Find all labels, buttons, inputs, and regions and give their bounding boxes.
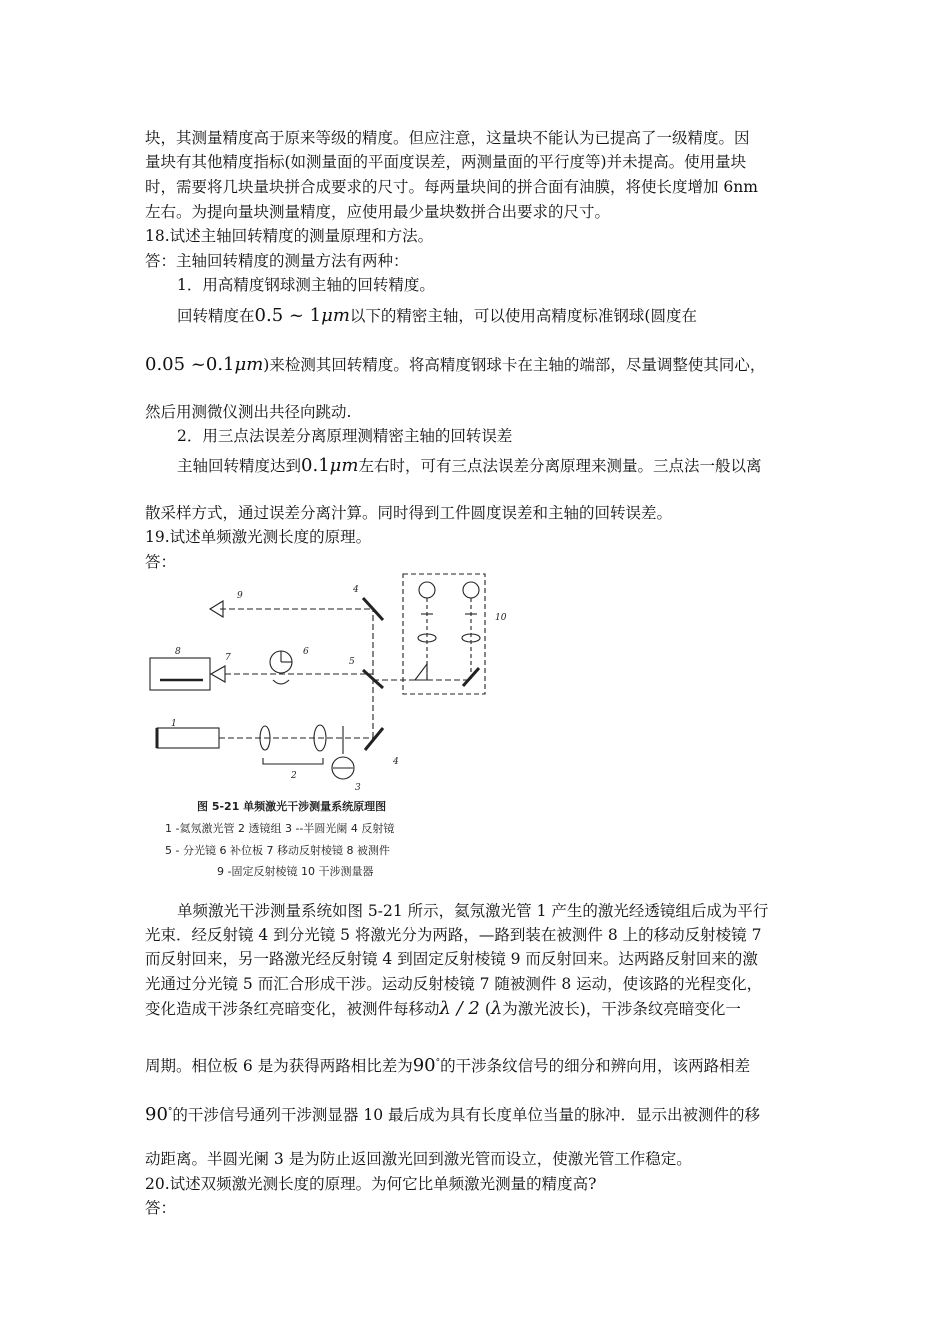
answer-18-item-2: 2．用三点法误差分离原理测精密主轴的回转误差: [177, 427, 513, 445]
text-span: 周期。相位板 6 是为获得两路相比差为: [145, 1057, 413, 1076]
answer-18-item-1: 1．用高精度钢球测主轴的回转精度。: [177, 276, 435, 294]
text-span: 为激光波长)，干涉条纹亮暗变化一: [502, 1000, 741, 1018]
label-2: 2: [291, 771, 297, 781]
text-span: (: [479, 1000, 491, 1018]
text-span: 左右时，可有三点法误差分离原理来测量。三点法一般以离: [358, 457, 762, 475]
math-unit: μm: [234, 354, 264, 375]
label-5: 5: [349, 657, 355, 667]
answer-18: 答：主轴回转精度的测量方法有两种：: [145, 252, 409, 270]
paragraph-line: [177, 305, 697, 327]
paragraph-line: 量块有其他精度指标(如测量面的平面度误差，两测量面的平行度等)并未提高。使用量块: [145, 153, 747, 171]
label-6: 6: [303, 647, 309, 657]
figure-legend-line: 9 -固定反射棱镜 10 干涉测量器: [217, 865, 374, 878]
text-span: 主轴回转精度达到: [177, 457, 302, 475]
math-expression: 0.1: [301, 455, 330, 476]
paragraph-line: 时，需要将几块量块拼合成要求的尺寸。每两量块间的拼合面有油膜，将使长度增加 6nm: [145, 178, 758, 196]
text-span: 回转精度在: [177, 307, 255, 325]
text-span: 的干涉条纹信号的细分和辨向用，该两路相差: [440, 1057, 751, 1076]
paragraph-line: 散采样方式，通过误差分离汁算。同时得到工件圆度误差和主轴的回转误差。: [145, 504, 673, 522]
answer-20: 答：: [145, 1199, 177, 1217]
paragraph-line: 90°的干涉信号通列干涉测显器 10 最后成为具有长度单位当量的脉冲．显示出被测件的移: [145, 1104, 760, 1126]
math-expression: 90: [145, 1104, 168, 1126]
label-4-lower: 4: [393, 757, 399, 767]
label-7: 7: [225, 653, 231, 663]
paragraph-line: [177, 455, 761, 477]
label-1: 1: [171, 719, 177, 729]
figure-legend-line: 1 -氦氖激光管 2 透镜组 3 --半圆光阑 4 反射镜: [165, 822, 395, 835]
paragraph-line: [145, 354, 765, 376]
paragraph-line: 光束．经反射镜 4 到分光镜 5 将激光分为两路，—路到装在被测件 8 上的移动反射棱镜 7: [145, 926, 762, 944]
paragraph-line: 周期。相位板 6 是为获得两路相比差为90°的干涉条纹信号的细分和辨向用，该两路相差: [145, 1055, 751, 1077]
answer-19: 答：: [145, 553, 177, 571]
measured-part: [150, 658, 210, 690]
interferometer-diagram: [145, 568, 525, 888]
paragraph-line: [145, 998, 741, 1020]
paragraph-line: 块，其测量精度高于原来等级的精度。但应注意，这量块不能认为已提高了一级精度。因: [145, 129, 750, 147]
question-18: 18.试述主轴回转精度的测量原理和方法。: [145, 227, 434, 245]
text-span: 以下的精密主轴，可以使用高精度标准钢球(圆度在: [349, 307, 697, 325]
figure-legend-line: 5 - 分光镜 6 补位板 7 移动反射棱镜 8 被测件: [165, 844, 390, 857]
paragraph-line: 左右。为提向量块测量精度，应使用最少量块数拼合出要求的尺寸。: [145, 203, 611, 221]
math-unit: μm: [329, 455, 359, 476]
math-unit: μm: [321, 305, 350, 326]
paragraph-line: 然后用测微仪测出共径向跳动.: [145, 403, 352, 421]
label-3: 3: [355, 783, 361, 793]
math-expression: 0.5 ~ 1: [254, 305, 322, 326]
paragraph-line: 光通过分光镜 5 而汇合形成干涉。运动反射棱镜 7 随被测件 8 运动，使该路的光程变化，: [145, 975, 763, 993]
text-span: 的干涉信号通列干涉测显器 10 最后成为具有长度单位当量的脉冲．显示出被测件的移: [172, 1106, 760, 1125]
label-10: 10: [495, 613, 507, 623]
paragraph-line: 单频激光干涉测量系统如图 5-21 所示，氦氖激光管 1 产生的激光经透镜组后成为平行: [177, 902, 769, 920]
math-expression: λ / 2: [439, 998, 480, 1019]
math-expression: 90: [412, 1055, 436, 1077]
paragraph-line: 而反射回来，另一路激光经反射镜 4 到固定反射棱镜 9 而反射回来。达两路反射回来的激: [145, 950, 758, 968]
math-symbol: λ: [490, 998, 503, 1019]
math-expression: 0.05 ~0.1: [145, 354, 235, 375]
figure-laser-interferometer: [145, 568, 525, 888]
figure-caption: 图 5-21 单频激光干涉测量系统原理图: [197, 800, 387, 813]
question-19: 19.试述单频激光测长度的原理。: [145, 528, 372, 546]
movable-prism: [211, 666, 225, 682]
label-9: 9: [237, 591, 243, 601]
laser-tube: [157, 728, 219, 748]
mirror-4-lower: [365, 728, 383, 750]
label-4-upper: 4: [353, 585, 359, 595]
text-span: 变化造成干涉条红亮暗变化，被测件每移动: [145, 1000, 440, 1018]
text-span: )来检测其回转精度。将高精度钢球卡在主轴的端部，尽量调整使其同心，: [263, 356, 766, 374]
paragraph-line: 动距离。半圆光阑 3 是为防止返回激光回到激光管而设立，使激光管工作稳定。: [145, 1150, 692, 1168]
label-8: 8: [175, 647, 181, 657]
question-20: 20.试述双频激光测长度的原理。为何它比单频激光测量的精度高?: [145, 1175, 597, 1193]
